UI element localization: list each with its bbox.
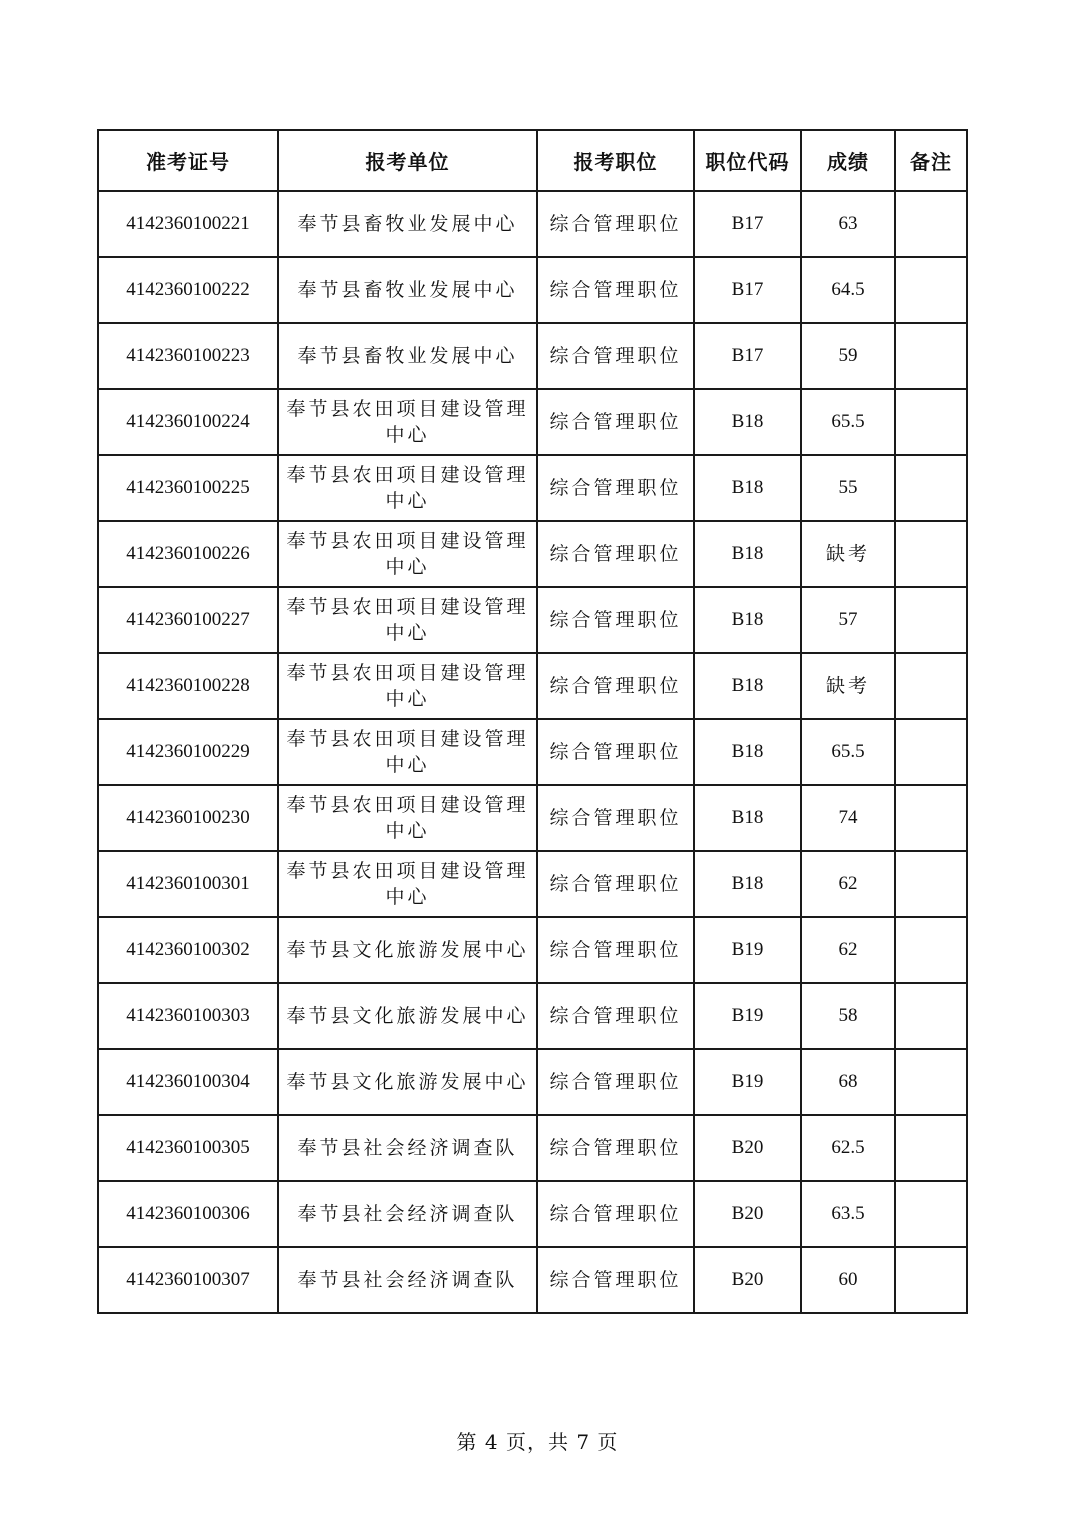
cell-position: 综合管理职位: [537, 653, 694, 719]
cell-position-code: B18: [694, 521, 801, 587]
table-row: [98, 521, 967, 587]
cell-position: 综合管理职位: [537, 455, 694, 521]
table-row: [98, 389, 967, 455]
cell-score: 60: [801, 1247, 895, 1313]
cell-position: 综合管理职位: [537, 983, 694, 1049]
cell-score: 62: [801, 851, 895, 917]
cell-score: 55: [801, 455, 895, 521]
score-table: [97, 129, 968, 1314]
cell-position: 综合管理职位: [537, 389, 694, 455]
cell-score: 缺考: [801, 653, 895, 719]
table-body: [98, 191, 967, 1313]
cell-position: 综合管理职位: [537, 851, 694, 917]
cell-exam-number: 4142360100230: [98, 785, 278, 851]
cell-position: 综合管理职位: [537, 521, 694, 587]
cell-remarks: [895, 1181, 967, 1247]
cell-position-code: B18: [694, 719, 801, 785]
cell-remarks: [895, 785, 967, 851]
cell-position-code: B20: [694, 1247, 801, 1313]
cell-exam-number: 4142360100227: [98, 587, 278, 653]
cell-remarks: [895, 1247, 967, 1313]
cell-position: 综合管理职位: [537, 323, 694, 389]
cell-remarks: [895, 587, 967, 653]
cell-score: 64.5: [801, 257, 895, 323]
cell-unit: 奉节县社会经济调查队: [278, 1181, 537, 1247]
cell-remarks: [895, 1049, 967, 1115]
cell-exam-number: 4142360100307: [98, 1247, 278, 1313]
cell-position: 综合管理职位: [537, 257, 694, 323]
cell-exam-number: 4142360100301: [98, 851, 278, 917]
table-row: [98, 653, 967, 719]
table-row: [98, 983, 967, 1049]
cell-position-code: B19: [694, 917, 801, 983]
cell-score: 74: [801, 785, 895, 851]
cell-score: 63.5: [801, 1181, 895, 1247]
cell-unit: 奉节县农田项目建设管理中心: [278, 455, 537, 521]
cell-unit: 奉节县农田项目建设管理中心: [278, 851, 537, 917]
cell-exam-number: 4142360100226: [98, 521, 278, 587]
cell-position-code: B17: [694, 323, 801, 389]
cell-unit: 奉节县畜牧业发展中心: [278, 323, 537, 389]
cell-position: 综合管理职位: [537, 1181, 694, 1247]
cell-exam-number: 4142360100225: [98, 455, 278, 521]
cell-unit: 奉节县农田项目建设管理中心: [278, 653, 537, 719]
table-header-row: [98, 130, 967, 191]
cell-position: 综合管理职位: [537, 1247, 694, 1313]
cell-position-code: B20: [694, 1181, 801, 1247]
cell-position-code: B18: [694, 785, 801, 851]
header-position: 报考职位: [537, 130, 694, 191]
cell-position-code: B18: [694, 455, 801, 521]
cell-remarks: [895, 323, 967, 389]
cell-exam-number: 4142360100303: [98, 983, 278, 1049]
table-row: [98, 917, 967, 983]
header-position-code: 职位代码: [694, 130, 801, 191]
cell-exam-number: 4142360100221: [98, 191, 278, 257]
cell-score: 62: [801, 917, 895, 983]
cell-score: 65.5: [801, 389, 895, 455]
table-row: [98, 257, 967, 323]
table-row: [98, 191, 967, 257]
header-remarks: 备注: [895, 130, 967, 191]
table-row: [98, 587, 967, 653]
cell-score: 缺考: [801, 521, 895, 587]
cell-unit: 奉节县文化旅游发展中心: [278, 1049, 537, 1115]
cell-unit: 奉节县社会经济调查队: [278, 1247, 537, 1313]
cell-remarks: [895, 1115, 967, 1181]
cell-exam-number: 4142360100223: [98, 323, 278, 389]
cell-remarks: [895, 521, 967, 587]
cell-remarks: [895, 389, 967, 455]
cell-remarks: [895, 917, 967, 983]
table-row: [98, 1115, 967, 1181]
cell-remarks: [895, 455, 967, 521]
cell-unit: 奉节县农田项目建设管理中心: [278, 587, 537, 653]
cell-exam-number: 4142360100306: [98, 1181, 278, 1247]
cell-remarks: [895, 983, 967, 1049]
cell-remarks: [895, 257, 967, 323]
page-number: 第 4 页，共 7 页: [456, 1430, 619, 1454]
cell-position: 综合管理职位: [537, 587, 694, 653]
table-row: [98, 1049, 967, 1115]
cell-position-code: B17: [694, 191, 801, 257]
table-row: [98, 323, 967, 389]
cell-position-code: B17: [694, 257, 801, 323]
table-row: [98, 785, 967, 851]
cell-score: 58: [801, 983, 895, 1049]
cell-position-code: B19: [694, 1049, 801, 1115]
cell-exam-number: 4142360100305: [98, 1115, 278, 1181]
cell-position-code: B19: [694, 983, 801, 1049]
cell-position: 综合管理职位: [537, 1049, 694, 1115]
cell-unit: 奉节县畜牧业发展中心: [278, 257, 537, 323]
table-row: [98, 1181, 967, 1247]
cell-exam-number: 4142360100224: [98, 389, 278, 455]
cell-score: 62.5: [801, 1115, 895, 1181]
cell-remarks: [895, 653, 967, 719]
cell-position: 综合管理职位: [537, 785, 694, 851]
header-exam-number: 准考证号: [98, 130, 278, 191]
header-unit: 报考单位: [278, 130, 537, 191]
cell-position: 综合管理职位: [537, 917, 694, 983]
cell-unit: 奉节县文化旅游发展中心: [278, 983, 537, 1049]
cell-score: 65.5: [801, 719, 895, 785]
header-score: 成绩: [801, 130, 895, 191]
cell-remarks: [895, 851, 967, 917]
cell-position: 综合管理职位: [537, 1115, 694, 1181]
cell-position-code: B18: [694, 389, 801, 455]
cell-remarks: [895, 719, 967, 785]
cell-exam-number: 4142360100228: [98, 653, 278, 719]
cell-score: 68: [801, 1049, 895, 1115]
cell-position-code: B18: [694, 851, 801, 917]
cell-remarks: [895, 191, 967, 257]
cell-score: 63: [801, 191, 895, 257]
cell-exam-number: 4142360100229: [98, 719, 278, 785]
table-row: [98, 455, 967, 521]
cell-exam-number: 4142360100304: [98, 1049, 278, 1115]
cell-position: 综合管理职位: [537, 191, 694, 257]
cell-exam-number: 4142360100222: [98, 257, 278, 323]
cell-unit: 奉节县农田项目建设管理中心: [278, 521, 537, 587]
cell-position-code: B18: [694, 587, 801, 653]
cell-position-code: B20: [694, 1115, 801, 1181]
cell-score: 59: [801, 323, 895, 389]
cell-unit: 奉节县社会经济调查队: [278, 1115, 537, 1181]
table-row: [98, 851, 967, 917]
cell-position: 综合管理职位: [537, 719, 694, 785]
cell-exam-number: 4142360100302: [98, 917, 278, 983]
cell-unit: 奉节县文化旅游发展中心: [278, 917, 537, 983]
cell-position-code: B18: [694, 653, 801, 719]
cell-score: 57: [801, 587, 895, 653]
table-row: [98, 1247, 967, 1313]
cell-unit: 奉节县畜牧业发展中心: [278, 191, 537, 257]
cell-unit: 奉节县农田项目建设管理中心: [278, 785, 537, 851]
cell-unit: 奉节县农田项目建设管理中心: [278, 389, 537, 455]
cell-unit: 奉节县农田项目建设管理中心: [278, 719, 537, 785]
table-row: [98, 719, 967, 785]
